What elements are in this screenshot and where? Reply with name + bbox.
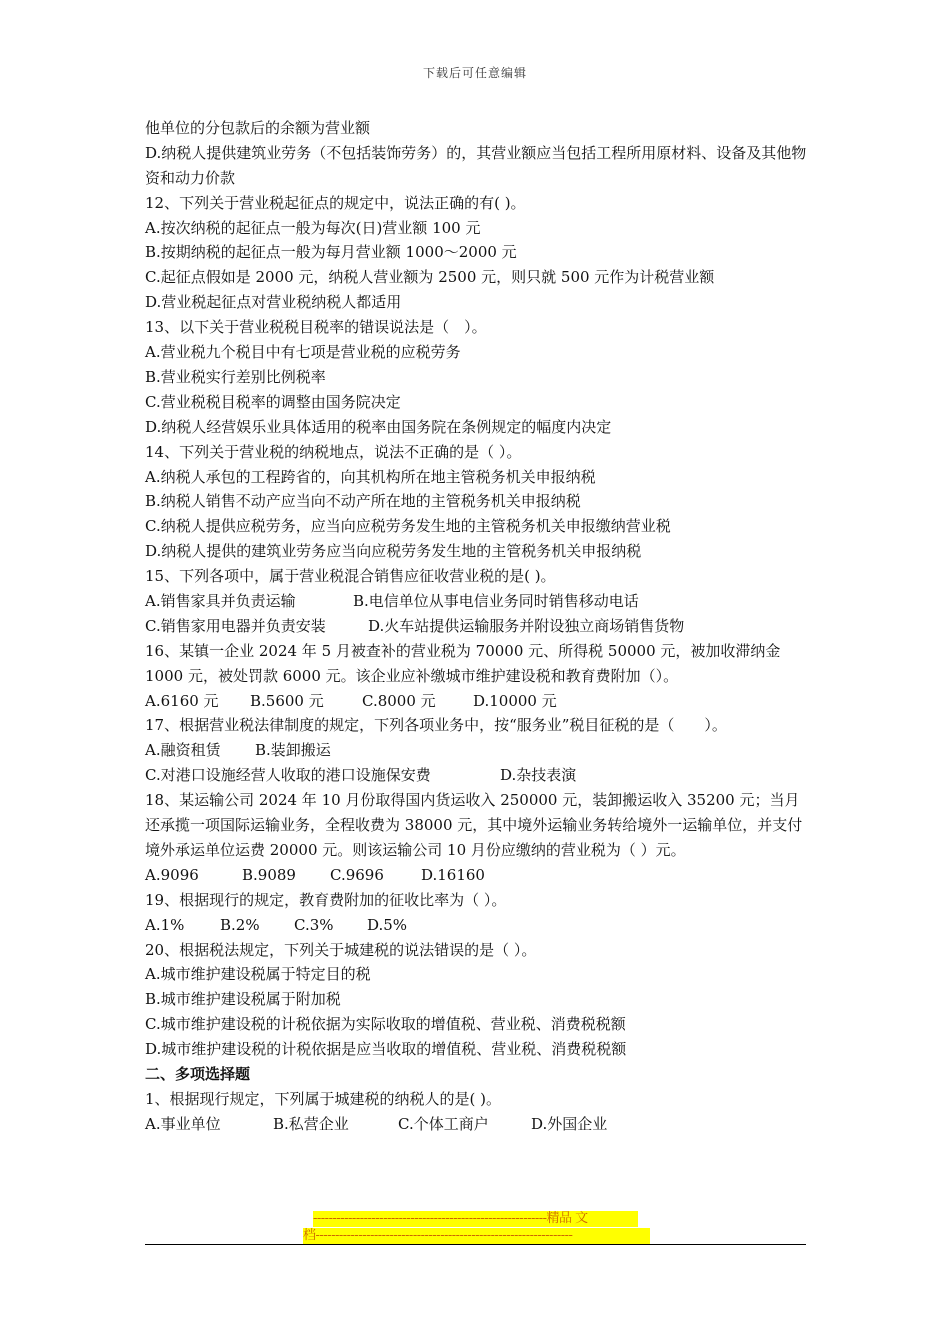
option-a-q19: A.1% [145,915,185,934]
option-d-q14: D.纳税人提供的建筑业劳务应当向应税劳务发生地的主管税务机关申报纳税 [145,542,642,561]
option-a-q13: A.营业税九个税目中有七项是营业税的应税劳务 [145,343,461,362]
option-c-q13: C.营业税税目税率的调整由国务院决定 [145,392,401,411]
options-row-q16 [145,689,810,714]
option-c-multi-q1: C.个体工商户 [398,1114,489,1133]
option-d-q17: D.杂技表演 [500,766,577,785]
page-header: 下载后可任意编辑 [422,66,527,80]
option-b-q18: B.9089 [242,865,296,884]
option-a-q16: A.6160 元 [145,691,219,710]
footer-watermark-line-2: 档------------------------------------------------------------------ [303,1228,650,1244]
option-a-multi-q1: A.事业单位 [145,1114,221,1133]
options-row-q18 [145,863,810,888]
question-19: 19、根据现行的规定，教育费附加的征收比率为（ ）。 [145,890,507,909]
options-row-q17-cd [145,763,810,788]
option-d-q20: D.城市维护建设税的计税依据是应当收取的增值税、营业税、消费税税额 [145,1040,627,1059]
option-d-q19: D.5% [367,915,408,934]
option-b-q17: B.装卸搬运 [255,741,331,760]
option-a-q15: A.销售家具并负责运输 [145,591,296,610]
option-b-q16: B.5600 元 [250,691,324,710]
question-12: 12、下列关于营业税起征点的规定中，说法正确的有( )。 [145,193,526,212]
option-a-q17: A.融资租赁 [145,741,221,760]
options-row-q15-ab [145,589,810,614]
option-b-q13: B.营业税实行差别比例税率 [145,367,326,386]
multi-question-1: 1、根据现行规定，下列属于城建税的纳税人的是( )。 [145,1089,502,1108]
text-line: 他单位的分包款后的余额为营业额 [145,119,371,137]
option-c-q17: C.对港口设施经营人收取的港口设施保安费 [145,766,431,785]
option-c-q19: C.3% [294,915,334,934]
option-b-q14: B.纳税人销售不动产应当向不动产所在地的主管税务机关申报纳税 [145,492,581,511]
option-d-q12: D.营业税起征点对营业税纳税人都适用 [145,293,402,312]
option-a-q14: A.纳税人承包的工程跨省的，向其机构所在地主管税务机关申报纳税 [145,467,596,486]
option-b-q20: B.城市维护建设税属于附加税 [145,990,341,1009]
option-d-q18: D.16160 [421,865,485,884]
question-17: 17、根据营业税法律制度的规定，下列各项业务中，按“服务业”税目征税的是（ ）。 [145,716,727,735]
option-d-q15: D.火车站提供运输服务并附设独立商场销售货物 [368,616,685,635]
option-c-q12: C.起征点假如是 2000 元，纳税人营业额为 2500 元，则只就 500 元作为计税营业额 [145,268,715,287]
option-d-q11: D.纳税人提供建筑业劳务（不包括装饰劳务）的，其营业额应当包括工程所用原材料、设备及其他物资和动力价款 [145,143,807,187]
options-row-q19 [145,913,810,938]
options-row-q15-cd [145,614,810,639]
option-d-q13: D.纳税人经营娱乐业具体适用的税率由国务院在条例规定的幅度内决定 [145,417,612,436]
option-c-q18: C.9696 [330,865,384,884]
option-c-q16: C.8000 元 [362,691,436,710]
option-a-q18: A.9096 [145,865,199,884]
option-a-q12: A.按次纳税的起征点一般为每次(日)营业额 100 元 [145,218,481,237]
options-row-q17-ab [145,738,810,763]
option-b-q12: B.按期纳税的起征点一般为每月营业额 1000～2000 元 [145,243,517,262]
option-a-q20: A.城市维护建设税属于特定目的税 [145,965,371,984]
option-d-q16: D.10000 元 [473,691,557,710]
question-18: 18、某运输公司 2024 年 10 月份取得国内货运收入 250000 元，装卸搬运收入 35200 元；当月还承揽一项国际运输业务，全程收费为 38000 元，其中境外运输业务转给境外一运输单位，并支付境外承运单位运费 20000 元。则该运输公司 10 月份应缴纳的营业税为（ ）元。 [145,791,803,859]
option-b-q19: B.2% [220,915,260,934]
question-14: 14、下列关于营业税的纳税地点，说法不正确的是（ ）。 [145,442,522,461]
question-15: 15、下列各项中，属于营业税混合销售应征收营业税的是( )。 [145,567,556,586]
question-16: 16、某镇一企业 2024 年 5 月被查补的营业税为 70000 元、所得税 50000 元，被加收滞纳金 1000 元，被处罚款 6000 元。该企业应补缴城市维护建设税和教育费附加（）。 [145,641,781,685]
option-c-q15: C.销售家用电器并负责安装 [145,616,326,635]
question-13: 13、以下关于营业税税目税率的错误说法是（ ）。 [145,318,487,337]
question-20: 20、根据税法规定，下列关于城建税的说法错误的是（ ）。 [145,940,537,959]
section-heading-multiple-choice: 二、多项选择题 [145,1064,251,1083]
footer-watermark-line-1: ------------------------------------------------------------精品 文 [313,1211,638,1227]
footer-rule [145,1244,806,1245]
option-d-multi-q1: D.外国企业 [531,1114,608,1133]
option-b-q15: B.电信单位从事电信业务同时销售移动电话 [353,591,639,610]
option-c-q20: C.城市维护建设税的计税依据为实际收取的增值税、营业税、消费税税额 [145,1015,626,1034]
options-row-multi-q1 [145,1112,810,1137]
option-b-multi-q1: B.私营企业 [273,1114,349,1133]
option-c-q14: C.纳税人提供应税劳务，应当向应税劳务发生地的主管税务机关申报缴纳营业税 [145,517,671,536]
document-body [145,116,810,1137]
